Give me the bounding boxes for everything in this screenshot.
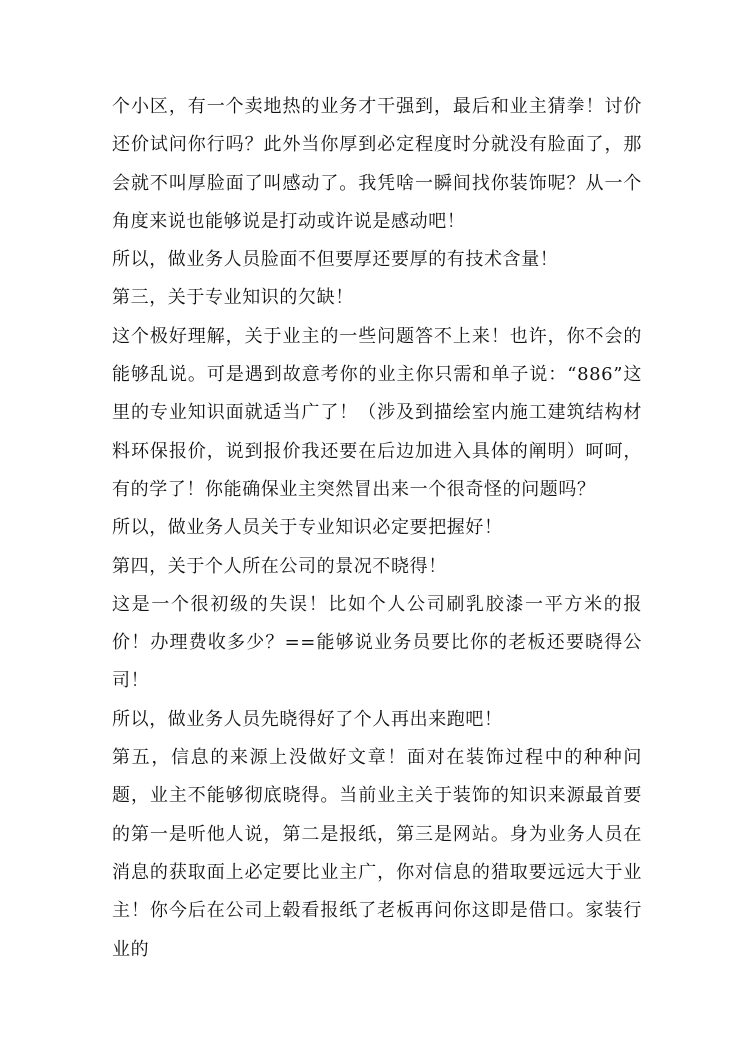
document-body xyxy=(112,88,642,969)
paragraph-8: 所以，做业务人员先晓得好了个人再出来跑吧！ xyxy=(112,708,503,730)
paragraph-7: 这是一个很初级的失误！比如个人公司刷乳胶漆一平方米的报价！办理费收多少？==能够说业务员要比你的老板还要晓得公司！ xyxy=(112,593,642,692)
paragraph-4: 这个极好理解，关于业主的一些问题答不上来！也许，你不会的能够乱说。可是遇到故意考你的业主你只需和单子说：“886”这里的专业知识面就适当广了！（涉及到描绘室内施工建筑结构材料环保报价，说到报价我还要在后边加进入具体的阐明）呵呵，有的学了！你能确保业主突然冒出来一个很奇怪的问题吗？ xyxy=(112,325,642,500)
paragraph-2: 所以，做业务人员脸面不但要厚还要厚的有技术含量！ xyxy=(112,249,559,271)
paragraph-1: 个小区，有一个卖地热的业务才干强到，最后和业主猜拳！讨价还价试问你行吗？此外当你厚到必定程度时分就没有脸面了，那会就不叫厚脸面了叫感动了。我凭啥一瞬间找你装饰呢？从一个角度来说也能够说是打动或许说是感动吧！ xyxy=(112,96,642,232)
section-heading-3: 第三，关于专业知识的欠缺！ xyxy=(112,287,354,309)
paragraph-5: 所以，做业务人员关于专业知识必定要把握好！ xyxy=(112,517,503,539)
paragraph-9: 第五，信息的来源上没做好文章！面对在装饰过程中的种种问题，业主不能够彻底晓得。当前业主关于装饰的知识来源最首要的第一是听他人说，第二是报纸，第三是网站。身为业务人员在消息的获取面上必定要比业主广，你对信息的猎取要远远大于业主！你今后在公司上毂看报纸了老板再问你这即是借口。家装行业的 xyxy=(112,747,642,960)
section-heading-4: 第四，关于个人所在公司的景况不晓得！ xyxy=(112,555,447,577)
